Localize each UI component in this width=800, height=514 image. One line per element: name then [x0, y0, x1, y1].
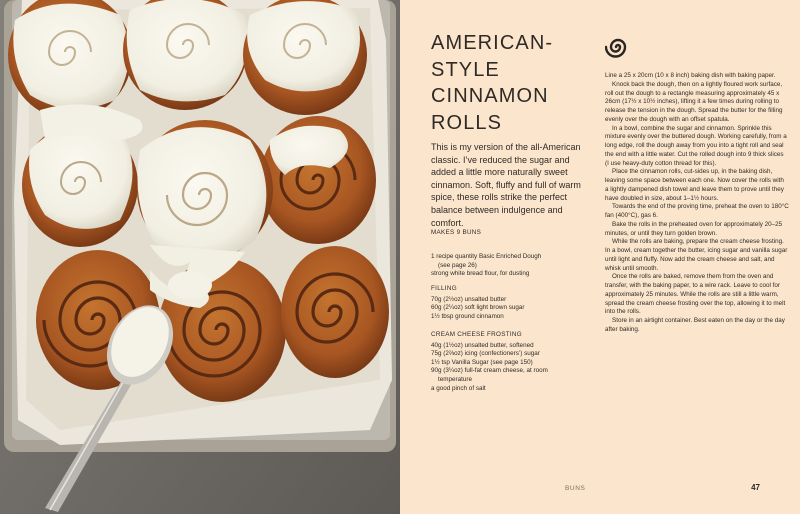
- section-label: BUNS: [565, 485, 586, 492]
- dough-ingredients: [431, 251, 591, 279]
- bun-bottom-right: [281, 246, 389, 378]
- yield-text: MAKES 9 BUNS: [431, 229, 482, 236]
- title-line: ROLLS: [431, 111, 503, 134]
- filling-heading: FILLING: [431, 285, 457, 292]
- title-line: CINNAMON: [431, 85, 549, 107]
- method-step: Place the cinnamon rolls, cut-sides up, in the baking dish, leaving some space between each one. Now cover the rolls with a lightly dampened dish towel and leave them to prove until they have doubled in size, about 1–1½ hours.: [605, 168, 784, 202]
- ingredient-item: 1½ tsp Vanilla Sugar (see page 150): [431, 358, 533, 366]
- recipe-intro: This is my version of the all-American classic. I’ve reduced the sugar and added a little more naturally sweet cinnamon. Soft, fluffy and full of warm spice, these rolls strike the perfect balance between indulgence and comfort.: [431, 142, 581, 228]
- filling-ingredients: [431, 285, 591, 321]
- ingredient-item: 40g (1½oz) unsalted butter, softened: [431, 341, 534, 349]
- method-step: Bake the rolls in the preheated oven for approximately 20–25 minutes, or until they turn golden brown.: [605, 220, 783, 237]
- frosting-heading: CREAM CHEESE FROSTING: [431, 331, 522, 338]
- method-step: Towards the end of the proving time, preheat the oven to 180°C fan (400°C), gas 6.: [605, 203, 789, 219]
- method-step: Line a 25 x 20cm (10 x 8 inch) baking dish with baking paper.: [605, 72, 776, 79]
- method-step: While the rolls are baking, prepare the cream cheese frosting. In a bowl, cream together the butter, icing sugar and vanilla sugar until light and fluffy. Now add the cream cheese and salt, and whisk until smooth.: [605, 238, 788, 272]
- ingredient-item: 90g (3¼oz) full-fat cream cheese, at room: [431, 367, 548, 375]
- ingredient-item: a good pinch of salt: [431, 384, 486, 392]
- frosting-ingredients: [431, 331, 591, 393]
- method-step: Once the rolls are baked, remove them from the oven and transfer, with the baking paper, to a wire rack. Leave to cool for approximately 25 minutes. While the rolls are still a little warm, spread the cream cheese frosting over the top, allowing it to melt into the rolls.: [605, 273, 786, 316]
- ingredient-item: 70g (2½oz) unsalted butter: [431, 295, 507, 303]
- bun-top-right: [243, 0, 367, 115]
- method-step: Store in an airtight container. Best eaten on the day or the day after baking.: [605, 317, 785, 333]
- ingredient-item: 60g (2¼oz) soft light brown sugar: [431, 304, 525, 312]
- recipe-yield: [431, 229, 591, 238]
- title-line: STYLE: [431, 58, 500, 81]
- bun-middle-left: [22, 123, 138, 247]
- bun-middle-right: [260, 116, 376, 244]
- ingredient-item: (see page 26): [431, 261, 477, 269]
- page-number: 47: [751, 483, 760, 492]
- swirl-logo-icon: [605, 34, 631, 60]
- method-step: Knock back the dough, then on a lightly floured work surface, roll out the dough to a rectangle measuring approximately 45 x 26cm (17½ x 10½ inches), lifting it a few times during rolling to release the tension in the dough. Spread the butter for the filling evenly over the dough with an offset spatula.: [605, 80, 783, 123]
- ingredient-item: 1½ tbsp ground cinnamon: [431, 312, 504, 320]
- method-step: In a bowl, combine the sugar and cinnamon. Sprinkle this mixture evenly over the buttered dough. Working carefully, from a long edge, roll the dough away from you into a tight roll and seal the end with a little water. Cut the rolled dough into 9 thick slices (I use heavy-duty cotton thread for this).: [605, 124, 787, 167]
- recipe-page: [400, 0, 800, 514]
- ingredient-item: strong white bread flour, for dusting: [431, 270, 530, 278]
- ingredient-item: 1 recipe quantity Basic Enriched Dough: [431, 253, 542, 260]
- ingredient-item: temperature: [431, 375, 472, 383]
- method-steps: [605, 72, 789, 335]
- ingredient-item: 75g (2⅔oz) icing (confectioners’) sugar: [431, 350, 540, 358]
- title-line: AMERICAN-: [431, 32, 554, 54]
- recipe-title: [431, 30, 581, 136]
